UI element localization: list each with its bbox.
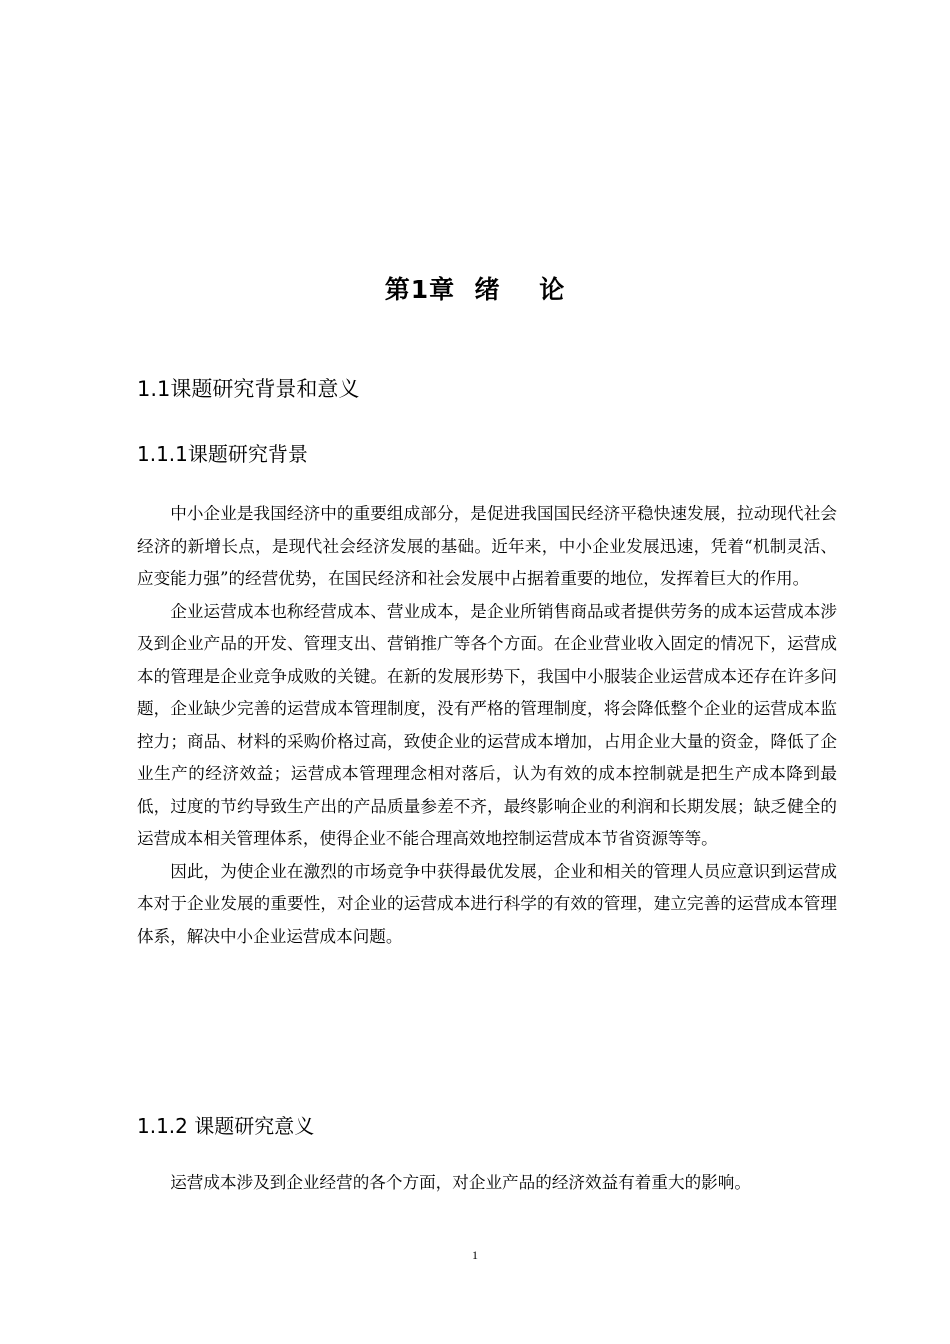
paragraph: 中小企业是我国经济中的重要组成部分，是促进我国国民经济平稳快速发展，拉动现代社会经济的新增长点，是现代社会经济发展的基础。近年来，中小企业发展迅速，凭着“机制灵活、应变能力强”的经营优势，在国民经济和社会发展中占据着重要的地位，发挥着巨大的作用。 <box>137 504 837 588</box>
section-heading: 1.1课题研究背景和意义 <box>137 377 360 401</box>
page-number: 1 <box>472 1248 478 1262</box>
paragraph: 企业运营成本也称经营成本、营业成本，是企业所销售商品或者提供劳务的成本运营成本涉及到企业产品的开发、管理支出、营销推广等各个方面。在企业营业收入固定的情况下，运营成本的管理是企业竞争成败的关键。在新的发展形势下，我国中小服装企业运营成本还存在许多问题，企业缺少完善的运营成本管理制度，没有严格的管理制度，将会降低整个企业的运营成本监控力；商品、材料的采购价格过高，致使企业的运营成本增加，占用企业大量的资金，降低了企业生产的经济效益；运营成本管理理念相对落后，认为有效的成本控制就是把生产成本降到最低，过度的节约导致生产出的产品质量参差不齐，最终影响企业的利润和长期发展；缺乏健全的运营成本相关管理体系，使得企业不能合理高效地控制运营成本节省资源等等。 <box>137 601 837 848</box>
paragraph: 因此，为使企业在激烈的市场竞争中获得最优发展，企业和相关的管理人员应意识到运营成本对于企业发展的重要性，对企业的运营成本进行科学的有效的管理，建立完善的运营成本管理体系，解决中小企业运营成本问题。 <box>137 861 837 946</box>
chapter-title: 第1章 绪 论 <box>384 275 566 304</box>
paragraph: 运营成本涉及到企业经营的各个方面，对企业产品的经济效益有着重大的影响。 <box>170 1173 751 1192</box>
subsection-heading-significance: 1.1.2 课题研究意义 <box>137 1114 315 1138</box>
background-body <box>137 498 837 953</box>
subsection-heading-background: 1.1.1课题研究背景 <box>137 442 308 466</box>
significance-body <box>137 1167 837 1200</box>
